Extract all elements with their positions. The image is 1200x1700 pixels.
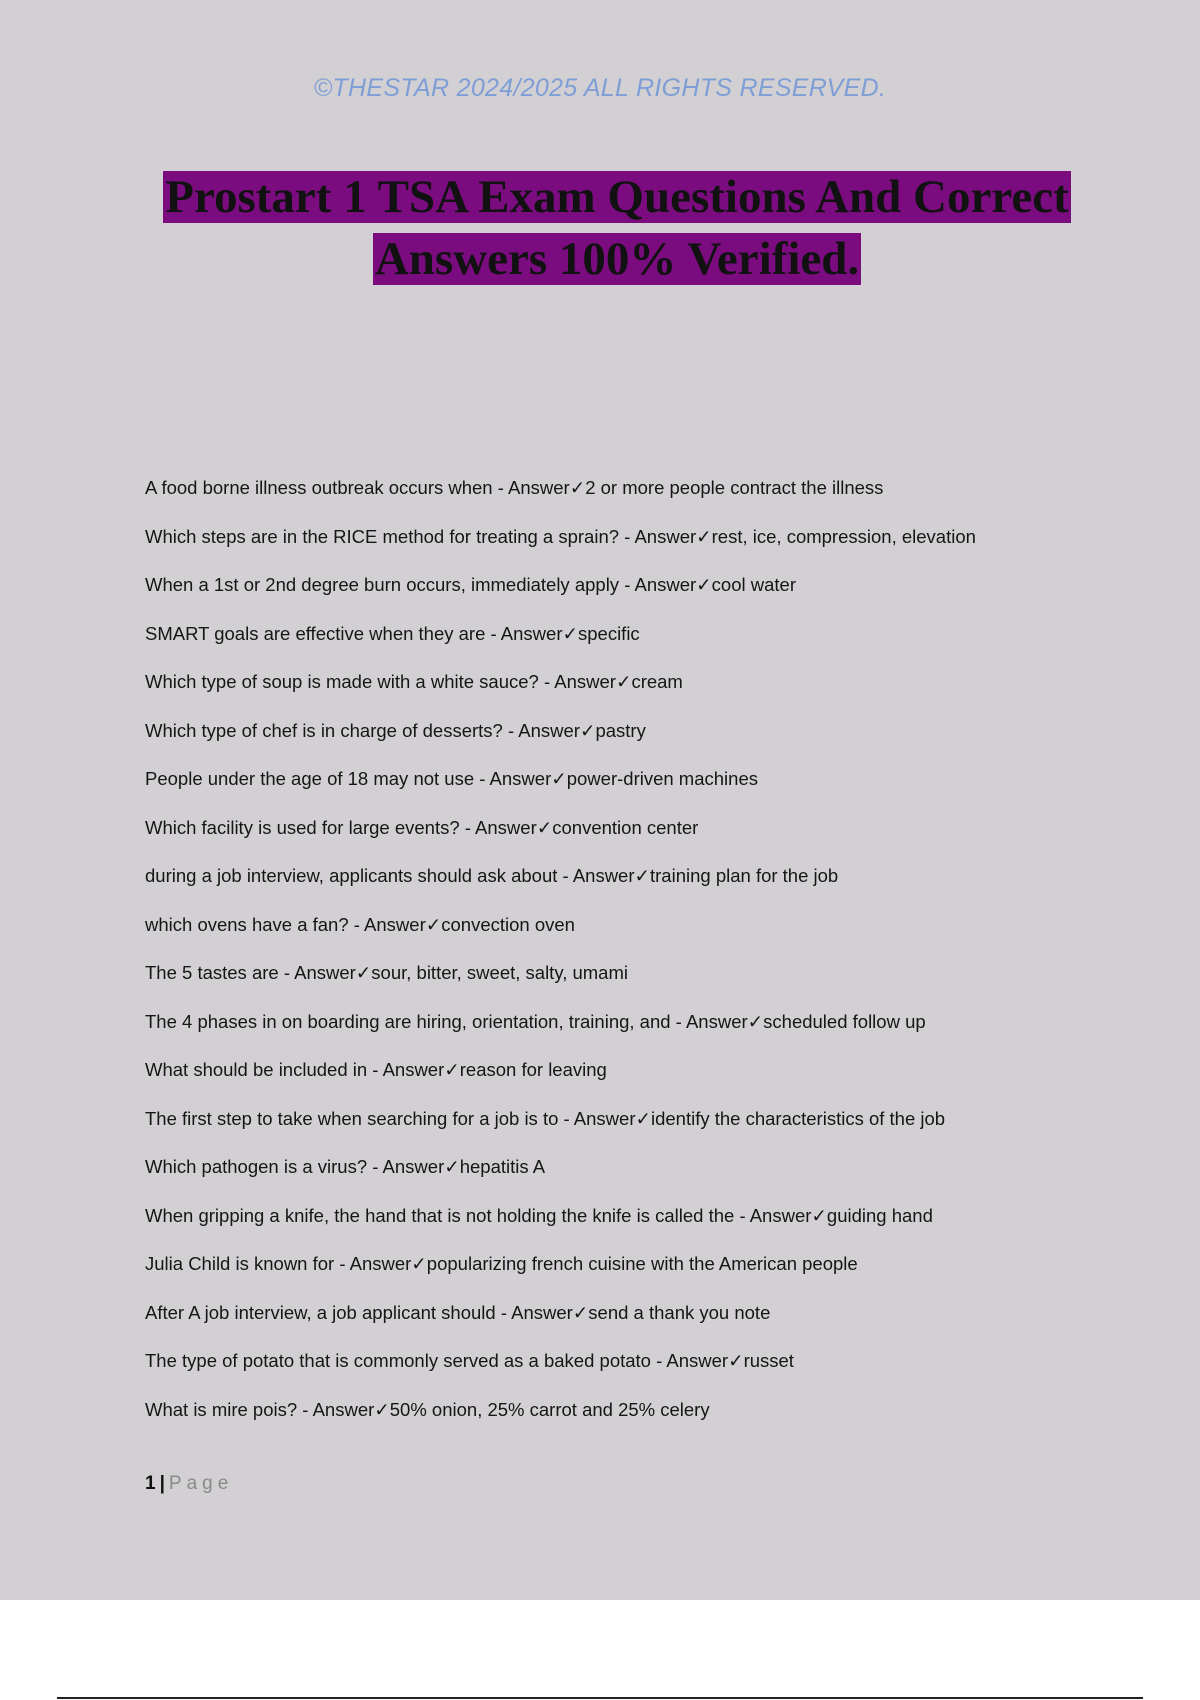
qa-item: Which steps are in the RICE method for treating a sprain? - Answer✓rest, ice, compression, elevation [145,525,976,547]
qa-item: Which type of soup is made with a white sauce? - Answer✓cream [145,671,683,692]
page-footer [145,1473,233,1495]
qa-item: SMART goals are effective when they are - Answer✓specific [145,622,640,644]
qa-item: What is mire pois? - Answer✓50% onion, 25% carrot and 25% celery [145,1398,710,1420]
qa-item: When gripping a knife, the hand that is not holding the knife is called the - Answer✓guiding hand [145,1204,933,1226]
qa-item: The type of potato that is commonly served as a baked potato - Answer✓russet [145,1350,794,1371]
qa-item: The 5 tastes are - Answer✓sour, bitter, sweet, salty, umami [145,962,628,983]
question-answer-list [145,470,1155,1440]
qa-item: People under the age of 18 may not use - Answer✓power-driven machines [145,768,758,789]
page-number: 1 [145,1473,156,1494]
page-separator: | [159,1473,165,1494]
qa-item: Which facility is used for large events? - Answer✓convention center [145,816,699,838]
title-line-2: Answers 100% Verified. [374,233,860,285]
qa-item: When a 1st or 2nd degree burn occurs, immediately apply - Answer✓cool water [145,574,796,595]
qa-item: After A job interview, a job applicant should - Answer✓send a thank you note [145,1301,771,1323]
title-line-1: Prostart 1 TSA Exam Questions And Correct [165,171,1069,223]
qa-item: Which type of chef is in charge of desserts? - Answer✓pastry [145,719,646,741]
qa-item: Julia Child is known for - Answer✓popularizing french cuisine with the American people [145,1253,858,1274]
document-title [0,166,1200,290]
page-label: Page [168,1473,234,1494]
qa-item: which ovens have a fan? - Answer✓convection oven [145,913,575,935]
qa-item: Which pathogen is a virus? - Answer✓hepatitis A [145,1156,546,1177]
qa-item: What should be included in - Answer✓reason for leaving [145,1059,607,1080]
qa-item: The 4 phases in on boarding are hiring, orientation, training, and - Answer✓scheduled follow up [145,1010,926,1032]
bottom-divider [57,1697,1143,1699]
qa-item: during a job interview, applicants should ask about - Answer✓training plan for the job [145,865,839,886]
qa-item: A food borne illness outbreak occurs when - Answer✓2 or more people contract the illness [145,477,884,498]
copyright-watermark: ©THESTAR 2024/2025 ALL RIGHTS RESERVED. [313,74,887,102]
qa-item: The first step to take when searching for a job is to - Answer✓identify the characteristics of the job [145,1107,946,1129]
